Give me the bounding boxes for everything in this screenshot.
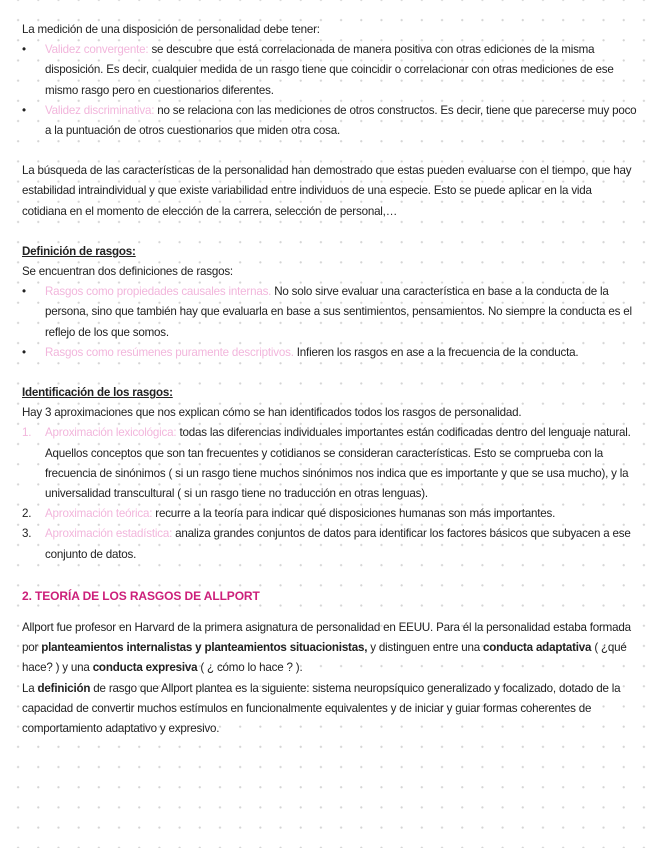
list-item-causal: [22, 282, 638, 343]
list-item-convergent: [22, 40, 638, 101]
allport-paragraph-1: Allport fue profesor en Harvard de la primera asignatura de personalidad en EEUU. Para él la personalidad estaba formada por planteamientos internalistas y planteamientos situacionistas, y distinguen entre una conducta adaptativa ( ¿qué hace? ) y una conducta expresiva ( ¿ cómo lo hace ? ).: [22, 621, 631, 675]
bullet: •: [22, 285, 26, 299]
number: 3.: [22, 527, 32, 541]
text-lexicological: todas las diferencias individuales importantes están codificadas dentro del lenguaje natural. Aquellos conceptos que son tan frecuentes y cotidianos se consideran características. Esto se comprueba con la frecuencia de sinónimos ( si un rasgo tiene muchos sinónimos nos indica que es importante y que se usa mucho), y la universalidad transcultural ( si un rasgo tiene no traducción en otras lenguas).: [45, 426, 631, 501]
term-causal: Rasgos como propiedades causales internas.: [45, 285, 272, 299]
bold-definition: definición: [37, 681, 91, 695]
identification-intro: Hay 3 aproximaciones que nos explican cómo se han identificados todos los rasgos de personalidad.: [22, 406, 522, 420]
term-convergent: Validez convergente:: [45, 43, 149, 57]
term-theoretical: Aproximación teórica:: [45, 507, 153, 521]
term-statistical: Aproximación estadística:: [45, 527, 173, 541]
search-paragraph: La búsqueda de las características de la personalidad han demostrado que estas pueden evaluarse con el tiempo, que hay estabilidad intraindividual y que existe variabilidad entre individuos de una especie. Esto se puede aplicar en la vida cotidiana en el momento de elección de la carrera, selección de personal,…: [22, 164, 632, 218]
bullet: •: [22, 43, 26, 57]
term-discriminative: Validez discriminativa:: [45, 103, 155, 117]
definition-heading: Definición de rasgos:: [22, 244, 136, 258]
text-discriminative: no se relaciona con las mediciones de otros constructos. Es decir, tiene que parecerse muy poco a la puntuación de otros cuestionarios que miden otra cosa.: [45, 103, 637, 138]
list-item-lexicological: [22, 423, 638, 504]
text-causal: No solo sirve evaluar una característica en base a la conducta de la persona, sino que también hay que evaluarla en base a sus sentimientos, pensamientos. No siempre la conducta es el reflejo de los que somos.: [45, 285, 632, 339]
section-title-allport: 2. TEORÍA DE LOS RASGOS DE ALLPORT: [22, 588, 260, 603]
list-item-theoretical: [22, 504, 638, 524]
bullet: •: [22, 345, 26, 359]
text-statistical: analiza grandes conjuntos de datos para identificar los factores básicos que subyacen a ese conjunto de datos.: [45, 527, 631, 561]
term-lexicological: Aproximación lexicológica:: [45, 426, 177, 440]
bold-internalist-situationist: planteamientos internalistas y planteamientos situacionistas,: [41, 641, 368, 655]
allport-paragraph-2: La definición de rasgo que Allport plantea es la siguiente: sistema neuropsíquico generalizado y focalizado, dotado de la capacidad de convertir muchos estímulos en funcionalmente equivalentes y de iniciar y guiar formas coherentes de comportamiento adaptativo y expresivo.: [22, 681, 621, 736]
intro-text: La medición de una disposición de personalidad debe tener:: [22, 23, 320, 36]
text-theoretical: recurre a la teoría para indicar qué disposiciones humanas son más importantes.: [152, 507, 556, 521]
number: 1.: [22, 426, 32, 440]
text-convergent: se descubre que está correlacionada de manera positiva con otras ediciones de la misma disposición. Es decir, cualquier medida de un rasgo tiene que coincidir o correlacionar con otras mediciones de ese mismo rasgo pero en cuestionarios diferentes.: [45, 43, 614, 97]
bullet: •: [22, 103, 26, 117]
text-descriptive: Infieren los rasgos en ase a la frecuencia de la conducta.: [293, 345, 579, 359]
number: 2.: [22, 507, 32, 521]
definition-intro: Se encuentran dos definiciones de rasgos:: [22, 265, 233, 279]
bold-expressive-conduct: conducta expresiva: [92, 661, 198, 675]
identification-heading: Identificación de los rasgos:: [22, 386, 173, 400]
list-item-descriptive: [22, 343, 638, 363]
list-item-discriminative: [22, 101, 638, 141]
term-descriptive: Rasgos como resúmenes puramente descriptivos.: [45, 345, 294, 359]
list-item-statistical: [22, 524, 638, 564]
bold-adaptive-conduct: conducta adaptativa: [482, 641, 592, 655]
